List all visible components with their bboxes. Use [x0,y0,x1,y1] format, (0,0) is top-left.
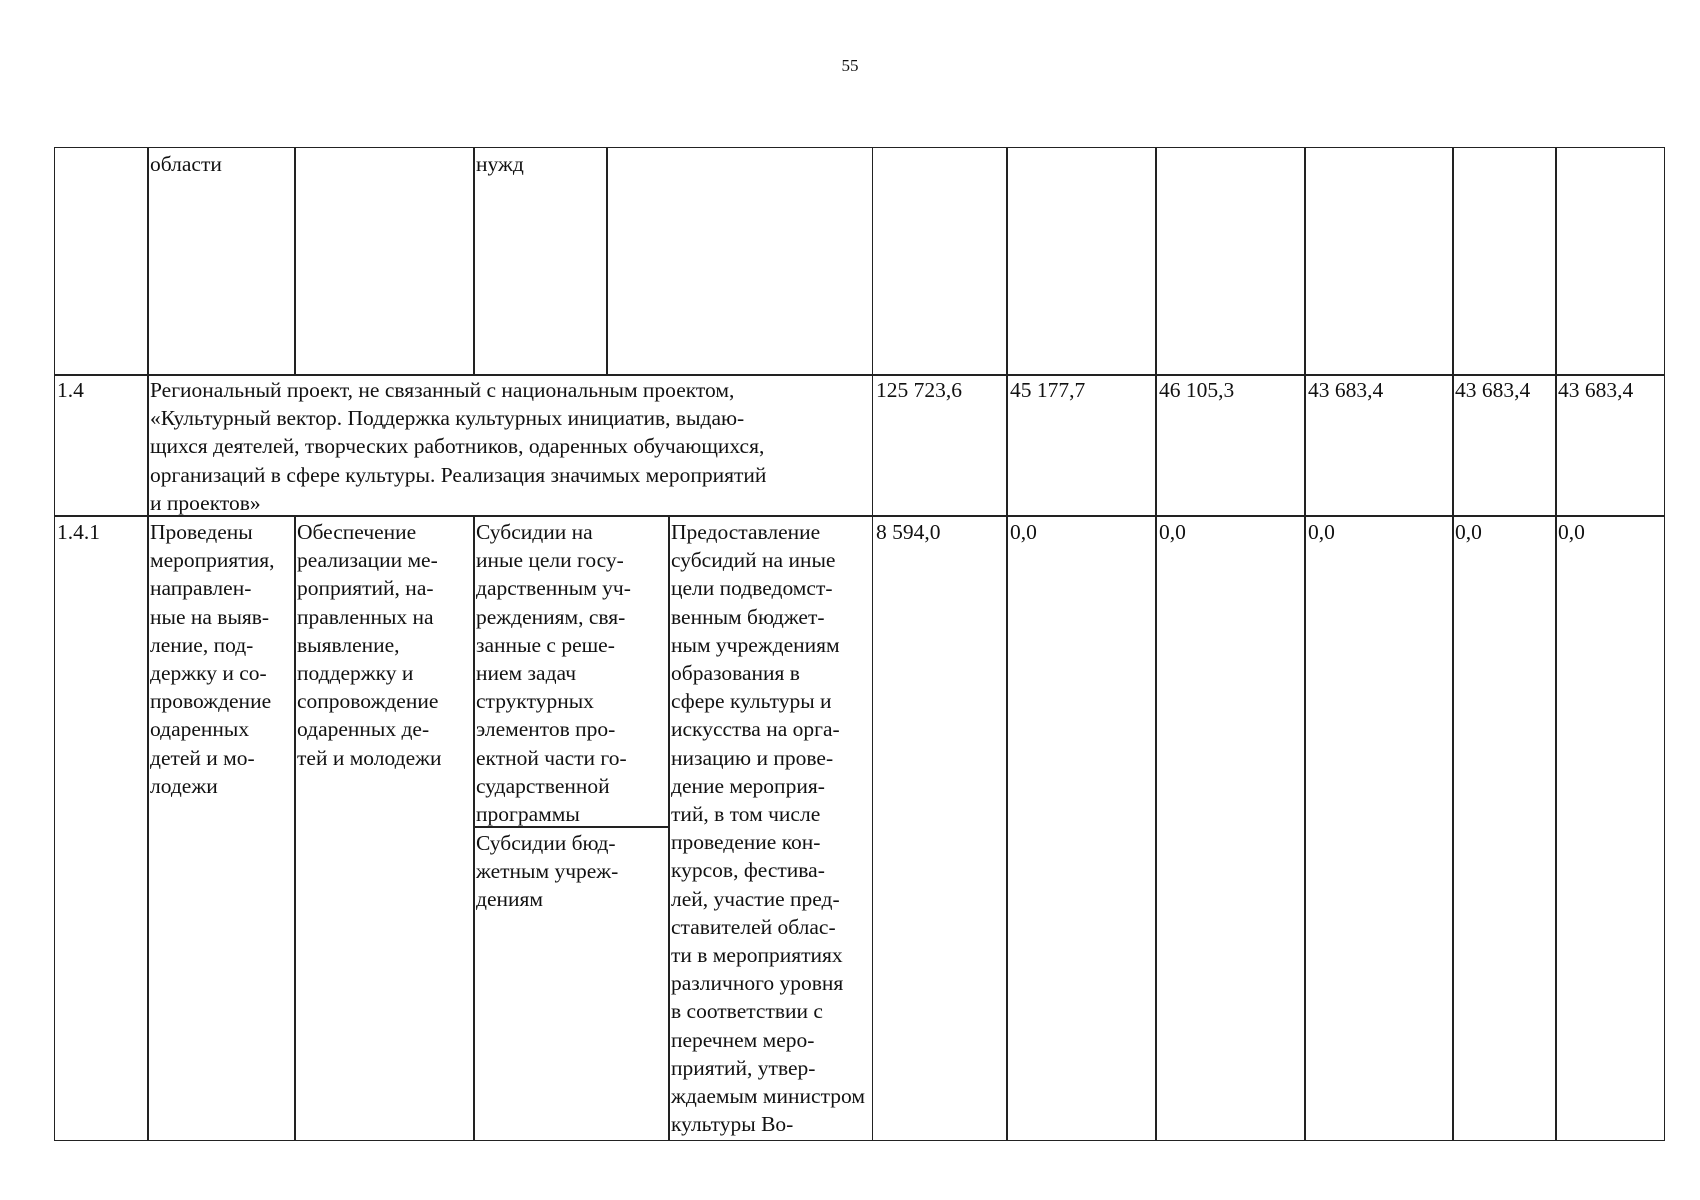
row-1-4-1-value-6: 0,0 [1558,520,1585,544]
row-1-4-1-value-4: 0,0 [1308,520,1335,544]
cell-top-col4-text: нужд [476,152,524,176]
row-1-4-1-task: Обеспечение реализации ме- роприятий, на- правленных на выявление, поддержку и сопровождение одаренных де- тей и молодежи [297,520,442,770]
row-1-4-value-3: 46 105,3 [1159,378,1235,402]
row-1-4-1-value-2: 0,0 [1010,520,1037,544]
cell-1-4-1-val1 [872,515,1008,1141]
row-1-4-value-6: 43 683,4 [1558,378,1634,402]
row-1-4-value-2: 45 177,7 [1010,378,1086,402]
row-1-4-title: Региональный проект, не связанный с национальным проектом, «Культурный вектор. Поддержка культурных инициатив, выдаю- щихся деятелей, творческих работников, одаренных обучающихся, организаций в сфере культуры. Реализация значимых мероприятий и проектов» [150,378,767,515]
cell-1-4-1-code [54,515,149,1141]
row-1-4-1-value-3: 0,0 [1159,520,1186,544]
cell-top-val6 [1555,147,1665,376]
cell-top-val5 [1452,147,1557,376]
row-1-4-1-description: Предоставление субсидий на иные цели подведомст- венным бюджет- ным учреждениям образования в сфере культуры и искусства на орга- низацию и прове- дение мероприя- тий, в том числе проведение кон- курсов, фестива- лей, участие пред- ставителей облас- ти в мероприятиях различного уровня в соответствии с перечнем меро- приятий, утвер- ждаемым министром культуры Во- [671,520,865,1137]
row-1-4-1-expense-2: Субсидии бюд- жетным учреж- дениям [476,831,619,912]
cell-1-4-1-val4 [1304,515,1454,1141]
cell-top-col3 [294,147,475,376]
row-1-4-value-4: 43 683,4 [1308,378,1384,402]
cell-top-val1 [872,147,1008,376]
page-number: 55 [841,56,859,75]
row-1-4-value-1: 125 723,6 [876,378,962,402]
row-1-4-1-expense-1: Субсидии на иные цели госу- дарственным уч- реждениям, свя- занные с реше- нием задач структурных элементов про- ектной части го- сударственной программы [476,520,631,827]
cell-top-val2 [1006,147,1157,376]
cell-top-col2 [147,147,296,376]
cell-top-code [54,147,149,376]
cell-top-val4 [1304,147,1454,376]
cell-top-val3 [1155,147,1306,376]
cell-top-col2-text: области [150,152,222,176]
cell-top-col4 [473,147,608,376]
row-1-4-code: 1.4 [57,378,84,402]
row-1-4-value-5: 43 683,4 [1455,378,1531,402]
cell-1-4-1-val5 [1452,515,1557,1141]
cell-top-col5 [606,147,873,376]
row-1-4-1-value-5: 0,0 [1455,520,1482,544]
cell-1-4-1-val2 [1006,515,1157,1141]
row-1-4-1-code: 1.4.1 [57,520,100,544]
row-1-4-1-value-1: 8 594,0 [876,520,941,544]
cell-1-4-1-val6 [1555,515,1665,1141]
row-1-4-1-result: Проведены мероприятия, направлен- ные на выяв- ление, под- держку и со- провождение одаренных детей и мо- лодежи [150,520,275,798]
cell-1-4-1-val3 [1155,515,1306,1141]
